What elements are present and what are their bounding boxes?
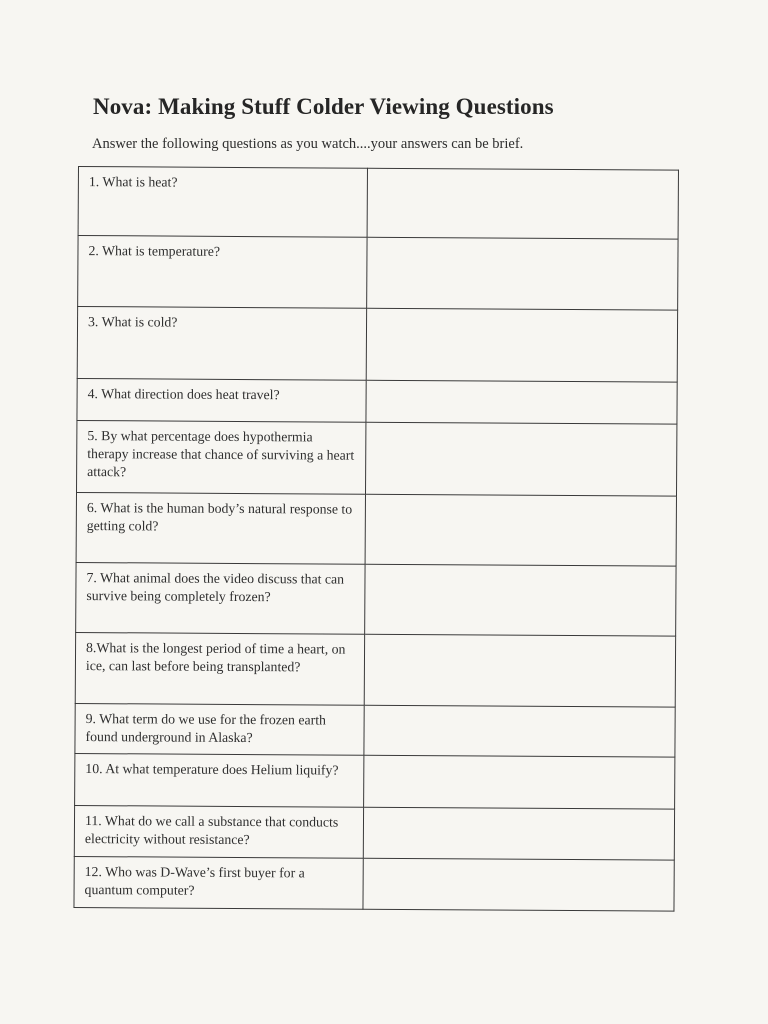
answer-cell[interactable] (364, 634, 675, 707)
answer-cell[interactable] (364, 705, 675, 757)
question-row (77, 307, 677, 383)
question-text: 11. What do we call a substance that conducts electricity without resistance? (74, 805, 363, 858)
question-row (76, 562, 676, 636)
question-row (77, 378, 677, 424)
worksheet-title: Nova: Making Stuff Colder Viewing Questions (93, 94, 554, 119)
question-text: 3. What is cold? (77, 307, 366, 381)
question-row (75, 632, 675, 707)
answer-cell[interactable] (365, 564, 676, 636)
answer-cell[interactable] (363, 807, 674, 860)
question-row (75, 703, 675, 757)
question-text: 8.What is the longest period of time a heart, on ice, can last before being transplanted? (75, 632, 364, 705)
question-text: 9. What term do we use for the frozen earth found underground in Alaska? (75, 703, 364, 755)
answer-cell[interactable] (366, 380, 677, 424)
question-text: 2. What is temperature? (78, 236, 367, 309)
question-text: 10. At what temperature does Helium liquify? (75, 753, 364, 807)
question-text: 1. What is heat? (78, 167, 367, 238)
question-text: 4. What direction does heat travel? (77, 378, 366, 422)
answer-cell[interactable] (367, 237, 678, 310)
question-text: 7. What animal does the video discuss that can survive being completely frozen? (76, 562, 365, 634)
question-row (75, 753, 675, 809)
question-row (74, 805, 674, 860)
question-row (74, 856, 674, 911)
question-text: 6. What is the human body’s natural response to getting cold? (76, 492, 365, 564)
worksheet-instructions: Answer the following questions as you watch....your answers can be brief. (92, 136, 524, 152)
question-text: 5. By what percentage does hypothermia therapy increase that chance of surviving a heart attack? (77, 420, 366, 494)
question-row (76, 492, 676, 566)
question-text: 12. Who was D-Wave’s first buyer for a quantum computer? (74, 856, 363, 909)
questions-table (73, 166, 679, 912)
answer-cell[interactable] (365, 494, 676, 566)
question-row (77, 420, 677, 496)
question-row (78, 236, 678, 311)
answer-cell[interactable] (366, 308, 677, 382)
question-row (78, 167, 678, 240)
answer-cell[interactable] (366, 422, 677, 496)
answer-cell[interactable] (364, 755, 675, 809)
answer-cell[interactable] (367, 168, 678, 239)
answer-cell[interactable] (363, 858, 674, 911)
